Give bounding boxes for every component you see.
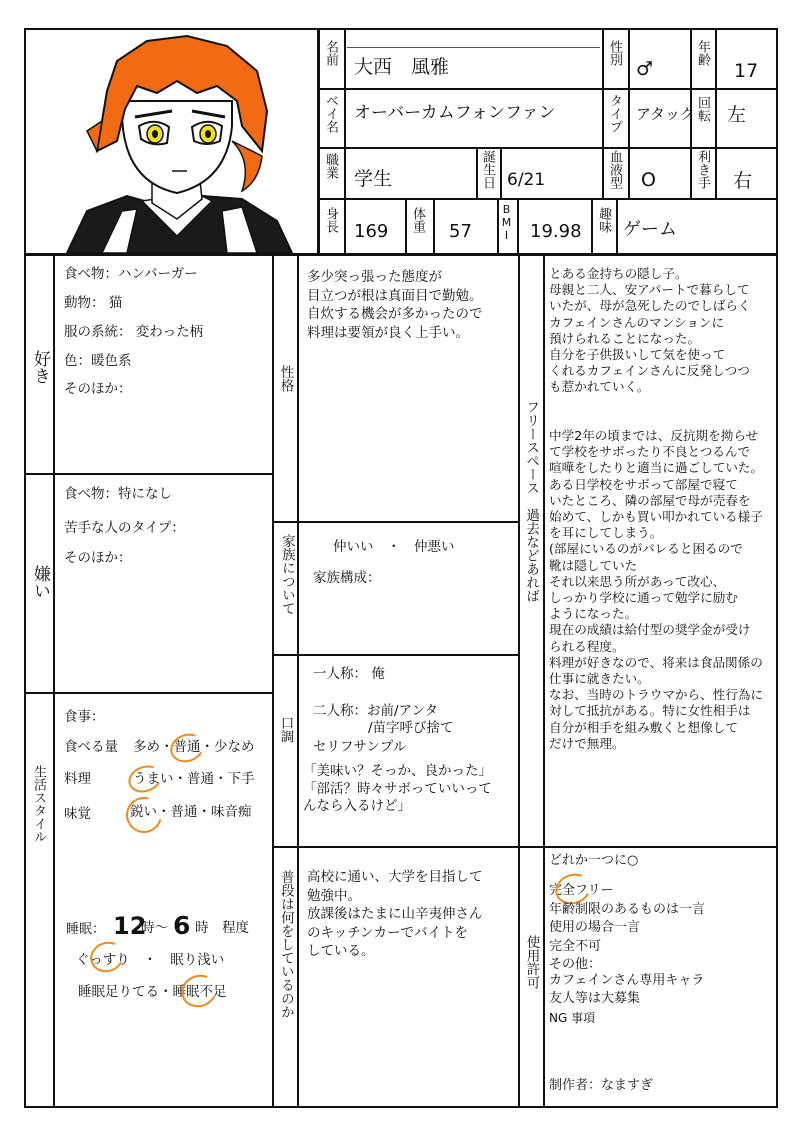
daily-text: 高校に通い、大学を目指して 勉強中。 放課後はたまに山辛夷伸さん のキッチンカーでバイトを している。 [307,869,483,959]
cooking-options: うまい・普通・下手 [133,771,255,787]
weight-label: 体重 [410,207,425,233]
family-composition: 家族構成： [313,570,381,586]
beyname-label: ベイ名 [323,94,338,133]
usage-label: 使用許可 [523,935,540,989]
cooking-label: 料理 [64,771,91,787]
age-label: 年齢 [695,40,710,66]
author: 制作者：なますぎ [549,1078,654,1093]
usage-choose: どれか一つに○ [549,853,639,868]
first-person: 一人称： 俺 [313,666,385,682]
hand-label: 利き手 [695,150,710,189]
dislikes-label: 嫌い [30,565,50,599]
personality-text: 多少突っ張った態度が 目立つが根は真面目で勤勉。 自炊する機会が多かったので 料理は要領が良く上手い。 [307,269,483,341]
freespace-label: フリースペース 過去などあれば [523,400,540,603]
family-relation: 仲いい ・ 仲悪い [333,539,455,555]
hand-value: 右 [733,170,753,192]
character-portrait [27,31,317,253]
usage-free: 完全フリー [549,883,614,898]
usage-other-1: カフェインさん専用キャラ [549,973,705,988]
spin-label: 回転 [695,96,710,122]
sleep-start: 12 [113,912,147,940]
type-label: タイプ [607,94,622,133]
sleep-enough: 睡眠足りてる・睡眠不足 [78,984,227,1000]
sample-label: セリフサンプル [313,739,407,755]
weight-value: 57 [449,221,472,242]
family-label: 家族について [278,534,295,615]
usage-other-2: 友人等は大募集 [549,991,641,1006]
spin-value: 左 [727,104,747,126]
sleep-label: 睡眠： [66,922,106,937]
name-value: 大西 風雅 [354,56,450,78]
amount-options: 多め・普通・少なめ [133,739,255,755]
second-person-alt: /苗字呼び捨て [368,720,454,736]
job-value: 学生 [354,168,393,190]
birthday-label: 誕生日 [480,150,495,189]
likes-animal: 動物： 猫 [64,295,123,311]
usage-ng: NG 事項 [549,1011,596,1025]
sleep-quality: ぐっすり ・ 眠り浅い [76,952,225,968]
usage-forbidden: 完全不可 [549,939,602,954]
personality-label: 性格 [277,365,294,392]
height-label: 身長 [323,207,338,233]
likes-food: 食べ物：ハンバーガー [64,266,198,282]
taste-options: 鋭い・普通・味音痴 [130,804,252,820]
usage-when-used: 使用の場合一言 [549,920,641,935]
sleep-mid: 時〜 [141,920,168,936]
type-value: アタック [636,105,695,123]
usage-other: その他： [549,957,602,972]
bmi-label: BMI [500,203,513,242]
usage-age-limit: 年齢制限のあるものは一言 [549,902,706,917]
sleep-suffix: 時 程度 [195,920,249,936]
dislikes-food: 食べ物：特になし [64,486,172,502]
likes-clothes: 服の系統： 変わった柄 [64,324,204,340]
height-value: 169 [354,221,389,242]
hobby-label: 趣味 [596,207,611,233]
speech-sample: 「美味い？そっか、良かった」 「部活？時々サボっていいって んなら入るけど」 [303,763,492,814]
dislikes-people: 苦手な人のタイプ： [64,520,185,536]
taste-label: 味覚 [64,806,91,822]
gender-value: ♂ [636,58,654,80]
name-label: 名前 [323,40,338,66]
blood-label: 血液型 [607,150,622,189]
daily-label: 普段は何をしているのか [277,870,294,1019]
amount-label: 食べる量 [64,739,118,755]
likes-other: そのほか： [64,381,132,397]
freespace-text: とある金持ちの隠し子。 母親と二人、安アパートで暮らして いたが、母が急死したのでしばらく カフェインさんのマンションに 預けられることになった。 自分を子供扱いして気を使って くれるカフェインさんに反発しつつ も惹かれていく。 中学2年の頃までは、反抗期を拗らせ て学校をサボったり不良とつるんで 喧嘩をしたりと適当に過ごしていた。 ある日学校をサボって部屋で寝て いたところ、隣の部屋で母が売春を 始めて、しかも買い叩かれている様子 を耳にしてしまう。 (部屋にいるのがバレると困るので 靴は隠していた それ以来思う所があって改心、 しっかり学校に通って勉学に励む ようになった。 現在の成績は給付型の奨学金が受け られる程度。 料理が好きなので、将来は食品関係の 仕事に就きたい。 なお、当時のトラウマから、性行為に 対して抵抗がある。特に女性相手は 自分が相手を組み敷くと想像して だけで無理。 [549,266,764,751]
likes-label: 好き [30,350,50,384]
birthday-value: 6/21 [507,170,546,190]
job-label: 職業 [323,153,338,179]
sleep-end: 6 [173,911,191,940]
beyname-value: オーバーカムフォンファン [354,103,556,123]
lifestyle-label: 生活スタイル [31,765,46,843]
speech-label: 口調 [277,716,294,743]
bmi-value: 19.98 [530,221,582,242]
hobby-value: ゲーム [623,219,677,240]
blood-value: O [641,169,656,191]
second-person: 二人称：お前/アンタ [313,703,438,719]
gender-label: 性別 [607,40,622,66]
dislikes-other: そのほか： [64,550,132,566]
meal-label: 食事： [64,709,105,725]
age-value: 17 [734,60,759,82]
likes-color: 色：暖色系 [64,353,132,369]
